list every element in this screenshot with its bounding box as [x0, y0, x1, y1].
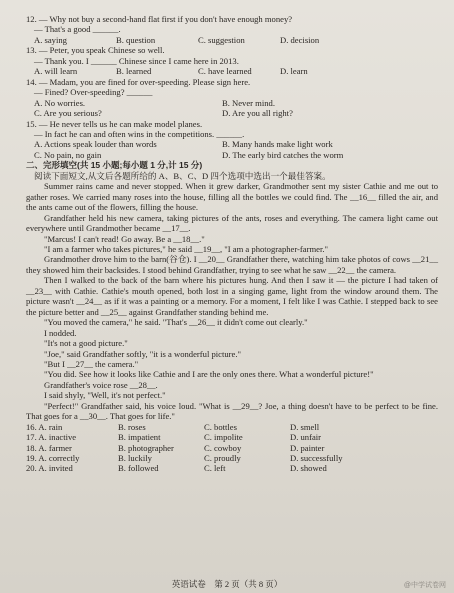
- answer-18-d: D. painter: [290, 442, 325, 453]
- option-c: C. suggestion: [198, 34, 245, 45]
- answer-20-c: C. left: [204, 463, 226, 474]
- question-reply: — That's a good ______.: [34, 24, 121, 35]
- answer-19-b: B. luckily: [118, 453, 152, 464]
- passage-paragraph: "I am a farmer who takes pictures," he said __19__, "I am a photographer-farmer.": [44, 243, 328, 254]
- question-stem: 13. — Peter, you speak Chinese so well.: [26, 45, 165, 56]
- option-b: B. Many hands make light work: [222, 139, 333, 150]
- option-b: B. learned: [116, 66, 152, 77]
- passage-paragraph: "It's not a good picture.": [44, 338, 128, 349]
- question-12: [26, 14, 438, 45]
- passage-paragraph: "Perfect!" Grandfather said, his voice loud. "What is __29__? Joe, a thing doesn't have to be perfect to be fine. That goes for a __30__. That goes for life.": [26, 400, 438, 422]
- question-13: [26, 45, 438, 76]
- question-reply: — Fined? Over-speeding? ______: [34, 87, 153, 98]
- answer-17-b: B. impatient: [118, 432, 161, 443]
- option-a: A. Actions speak louder than words: [34, 139, 157, 150]
- answer-19-a: 19. A. correctly: [26, 453, 80, 464]
- option-d: D. Are you all right?: [222, 108, 293, 119]
- passage-paragraph: "You did. See how it looks like Cathie and I are the only ones there. What a wonderful picture!": [44, 369, 374, 380]
- answer-16-d: D. smell: [290, 421, 320, 432]
- options-row: [26, 35, 438, 45]
- option-c: C. have learned: [198, 66, 252, 77]
- options-row: [26, 98, 438, 108]
- answer-19-d: D. successfully: [290, 453, 343, 464]
- question-stem: 12. — Why not buy a second-hand flat first if you don't have enough money?: [26, 14, 293, 24]
- option-c: C. No pain, no gain: [34, 149, 102, 160]
- passage-paragraph: Grandfather held his new camera, taking pictures of the ants, roses and everything. The camera light came out everywhere until Grandmother became __17__.: [26, 212, 438, 234]
- answer-18-c: C. cowboy: [204, 442, 242, 453]
- answer-17-c: C. impolite: [204, 432, 243, 443]
- option-b: B. question: [116, 34, 156, 45]
- answer-20-d: D. showed: [290, 463, 327, 474]
- question-14: [26, 77, 438, 119]
- question-stem: 15. — He never tells us he can make model planes.: [26, 118, 203, 129]
- options-row: [26, 66, 438, 76]
- passage-paragraph: Summer rains came and never stopped. When it grew darker, Grandmother sent my sister Cathie and me out to gather roses. We carried many roses into the house, filling all the bottles we could find. The __16__ filled the air, and the ants came out of the flowers, filling the house.: [26, 181, 438, 213]
- option-d: D. learn: [280, 66, 308, 77]
- option-a: A. saying: [34, 34, 67, 45]
- option-a: A. No worries.: [34, 97, 86, 108]
- answer-16-c: C. bottles: [204, 421, 237, 432]
- page-footer: 英语试卷 第 2 页（共 8 页）: [171, 578, 283, 589]
- option-a: A. will learn: [34, 66, 78, 77]
- question-stem: 14. — Madam, you are fined for over-speeding. Please sign here.: [26, 76, 251, 87]
- answer-18-a: 18. A. farmer: [26, 442, 72, 453]
- passage-paragraph: "You moved the camera," he said. "That's __26__ it didn't come out clearly.": [44, 317, 308, 328]
- option-d: D. The early bird catches the worm: [222, 149, 344, 160]
- answer-options: [26, 422, 438, 474]
- question-reply: — Thank you. I ______ Chinese since I came here in 2013.: [34, 55, 239, 66]
- answer-19-c: C. proudly: [204, 453, 241, 464]
- section-instruction: 阅读下面短文,从文后各题所给的 A、B、C、D 四个选项中选出一个最佳答案。: [34, 170, 331, 181]
- passage-paragraph: Then I walked to the back of the barn where his pictures hung. And then I saw it — the picture I had taken of __23__ with Cathie. Cathie's mouth opened, both lost in a singing game, light from the window around them. The picture wasn't __24__ as if it was a painting or a memory. For a moment, I felt like I was Cathie. I stepped back to see the picture better and __25__ against Grandfather standing behind me.: [26, 275, 438, 317]
- passage-paragraph: "But I __27__ the camera.": [44, 358, 139, 369]
- option-c: C. Are you serious?: [34, 108, 102, 119]
- passage-paragraph: Grandmother drove him to the barn(谷仓). I __20__ Grandfather there, watching him take photos of cows __21__ they showed him their backsides. I stood behind Grandfather, trying to see what he saw __22__ the camera.: [26, 254, 438, 275]
- passage-paragraph: "Marcus! I can't read! Go away. Be a __18__.": [44, 233, 205, 244]
- passage-paragraph: I said shyly, "Well, it's not perfect.": [44, 390, 166, 401]
- answer-16-b: B. roses: [118, 421, 146, 432]
- answer-20-a: 20. A. invited: [26, 463, 73, 474]
- answer-16-a: 16. A. rain: [26, 421, 63, 432]
- answer-18-b: B. photographer: [118, 442, 174, 453]
- watermark: @中学试卷网: [403, 581, 446, 589]
- option-b: B. Never mind.: [222, 97, 275, 108]
- passage-paragraph: Grandfather's voice rose __28__.: [44, 379, 158, 390]
- options-row: [26, 139, 438, 149]
- question-reply: — In fact he can and often wins in the competitions. ______.: [34, 128, 245, 139]
- section-title: 二、完形填空(共 15 小题;每小题 1 分,计 15 分): [26, 160, 203, 171]
- answer-17-d: D. unfair: [290, 432, 322, 443]
- option-d: D. decision: [280, 34, 320, 45]
- cloze-passage: [26, 181, 438, 421]
- question-15: [26, 119, 438, 161]
- answer-20-b: B. followed: [118, 463, 159, 474]
- answer-17-a: 17. A. inactive: [26, 432, 77, 443]
- options-row: [26, 150, 438, 160]
- passage-paragraph: I nodded.: [44, 327, 77, 338]
- options-row: [26, 108, 438, 118]
- passage-paragraph: "Joe," said Grandfather softly, "it is a wonderful picture.": [44, 348, 241, 359]
